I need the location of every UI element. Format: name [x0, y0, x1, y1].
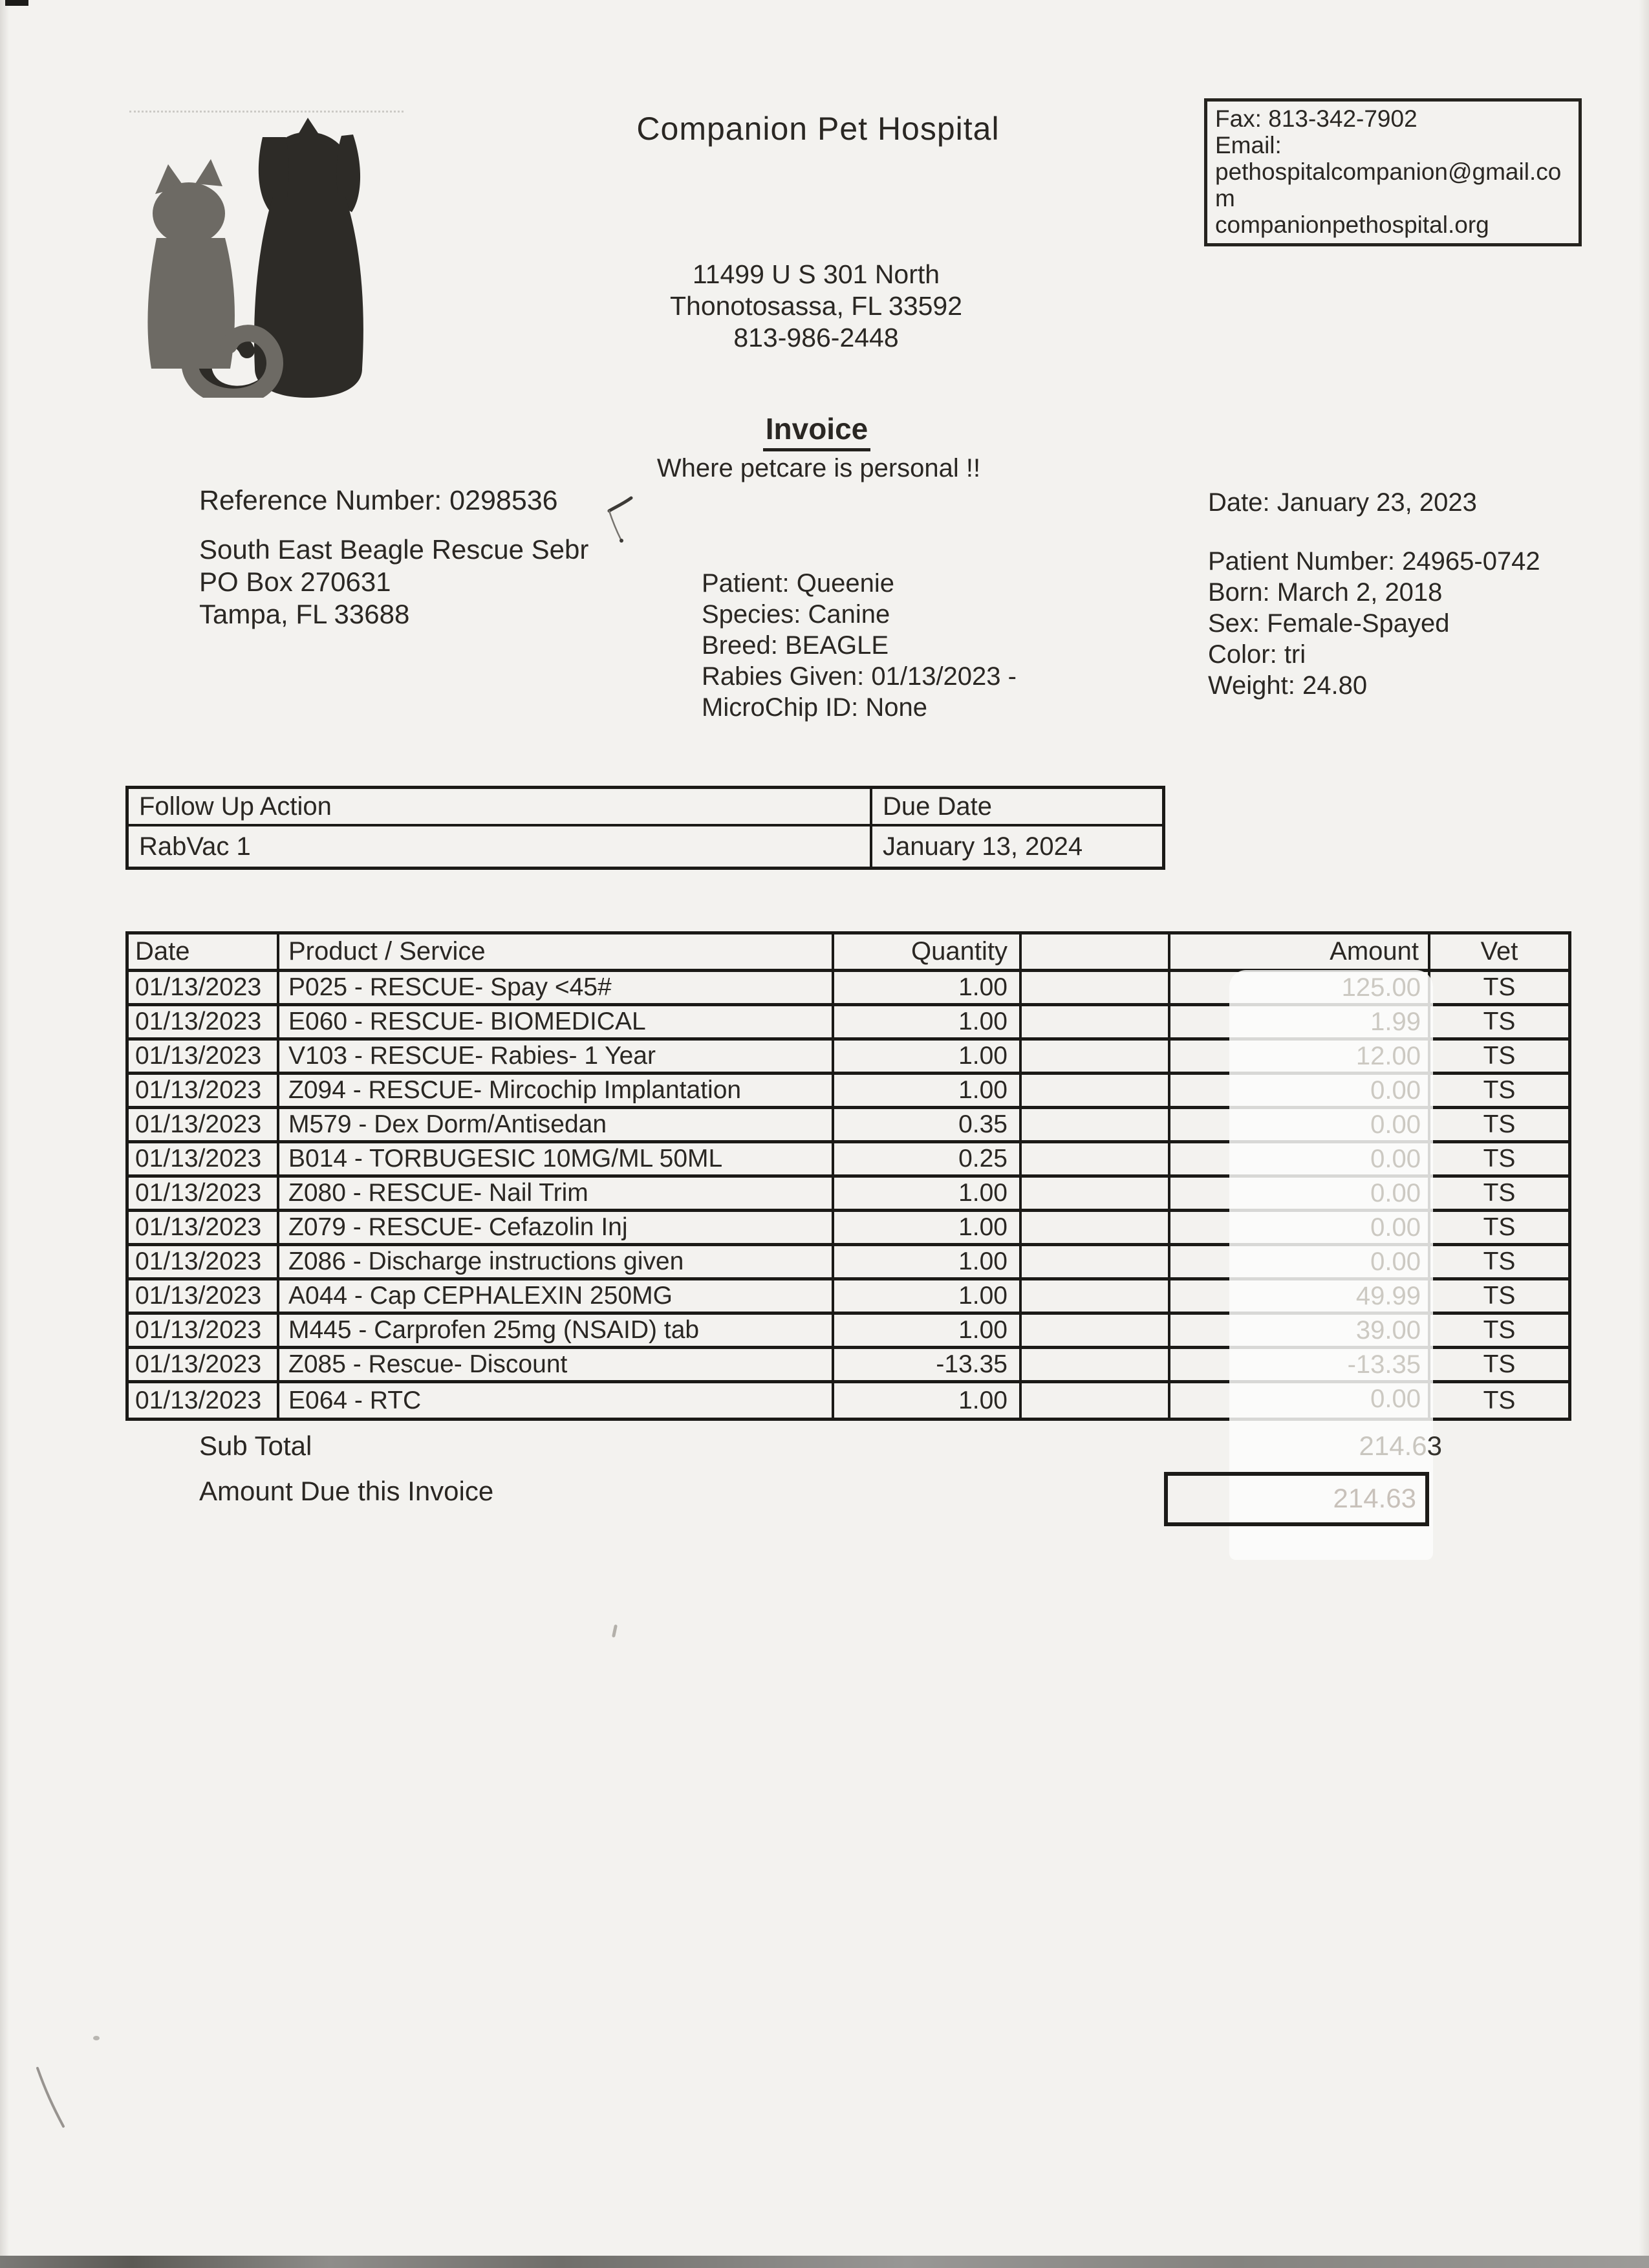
items-row9-spacer	[1022, 1280, 1170, 1315]
patient-microchip-line: MicroChip ID: None	[702, 693, 928, 722]
email-label: Email:	[1215, 132, 1282, 158]
items-row7-date: 01/13/2023	[129, 1212, 279, 1246]
reference-number-line: Reference Number: 0298536	[199, 485, 558, 516]
items-row0-amount-faint: 125.00	[1341, 973, 1421, 1002]
items-row12-amount-faint: 0.00	[1370, 1385, 1421, 1413]
items-row3-product: Z094 - RESCUE- Mircochip Implantation	[279, 1075, 834, 1109]
subtotal-value-faint: 214.6	[1359, 1431, 1427, 1461]
items-row0-vet: TS	[1430, 972, 1568, 1006]
items-row7-product: Z079 - RESCUE- Cefazolin Inj	[279, 1212, 834, 1246]
items-row6-vet: TS	[1430, 1178, 1568, 1212]
items-row1-date: 01/13/2023	[129, 1006, 279, 1041]
items-row3-amount-faint: 0.00	[1370, 1076, 1421, 1105]
clinic-name: Companion Pet Hospital	[636, 111, 1000, 147]
patient-born-line: Born: March 2, 2018	[1208, 578, 1443, 607]
items-row2-amount-faint: 12.00	[1355, 1042, 1421, 1070]
items-row2-vet: TS	[1430, 1041, 1568, 1075]
clinic-address-line1: 11499 U S 301 North	[692, 259, 940, 289]
items-row11-date: 01/13/2023	[129, 1349, 279, 1383]
items-row6-amount-faint: 0.00	[1370, 1179, 1421, 1207]
items-row11-spacer	[1022, 1349, 1170, 1383]
items-row3-vet: TS	[1430, 1075, 1568, 1109]
items-row6-spacer	[1022, 1178, 1170, 1212]
items-row1-quantity: 1.00	[834, 1006, 1022, 1041]
items-row5-date: 01/13/2023	[129, 1143, 279, 1178]
items-row8-spacer	[1022, 1246, 1170, 1280]
items-row3-quantity: 1.00	[834, 1075, 1022, 1109]
items-row0-date: 01/13/2023	[129, 972, 279, 1006]
contact-info-box	[1204, 98, 1582, 246]
items-row11-quantity: -13.35	[834, 1349, 1022, 1383]
items-row1-amount-faint: 1.99	[1370, 1008, 1421, 1036]
items-row2-spacer	[1022, 1041, 1170, 1075]
followup-table	[125, 786, 1165, 870]
patient-species-line: Species: Canine	[702, 600, 890, 629]
scan-right-edge-shade	[1639, 0, 1649, 2268]
patient-sex-line: Sex: Female-Spayed	[1208, 609, 1450, 638]
items-row2-quantity: 1.00	[834, 1041, 1022, 1075]
items-row5-amount-faint: 0.00	[1370, 1145, 1421, 1173]
items-row8-date: 01/13/2023	[129, 1246, 279, 1280]
email-line2: m	[1215, 185, 1235, 211]
invoice-title: Invoice	[763, 411, 871, 451]
items-row12-spacer	[1022, 1383, 1170, 1418]
clinic-phone: 813-986-2448	[733, 323, 899, 352]
scan-pen-mark	[612, 1625, 618, 1638]
items-row0-quantity: 1.00	[834, 972, 1022, 1006]
items-row11-product: Z085 - Rescue- Discount	[279, 1349, 834, 1383]
items-row2-date: 01/13/2023	[129, 1041, 279, 1075]
items-row9-product: A044 - Cap CEPHALEXIN 250MG	[279, 1280, 834, 1315]
website-line: companionpethospital.org	[1215, 211, 1489, 238]
items-row5-vet: TS	[1430, 1143, 1568, 1178]
patient-color-line: Color: tri	[1208, 640, 1306, 669]
items-header-product: Product / Service	[279, 934, 834, 972]
items-row10-spacer	[1022, 1315, 1170, 1349]
items-row6-product: Z080 - RESCUE- Nail Trim	[279, 1178, 834, 1212]
client-city-state: Tampa, FL 33688	[199, 599, 410, 629]
items-row12-product: E064 - RTC	[279, 1383, 834, 1418]
items-row10-product: M445 - Carprofen 25mg (NSAID) tab	[279, 1315, 834, 1349]
items-header-amount: Amount	[1170, 934, 1430, 972]
scan-left-edge-shade	[0, 0, 9, 2268]
items-row1-spacer	[1022, 1006, 1170, 1041]
scan-scratch-artifact	[31, 2064, 72, 2132]
items-row10-vet: TS	[1430, 1315, 1568, 1349]
amount-due-box	[1164, 1472, 1429, 1526]
items-row12-quantity: 1.00	[834, 1383, 1022, 1418]
scan-bottom-edge	[0, 2256, 1649, 2268]
items-row8-quantity: 1.00	[834, 1246, 1022, 1280]
items-row7-quantity: 1.00	[834, 1212, 1022, 1246]
followup-header-due-date: Due Date	[872, 789, 1162, 826]
items-row9-date: 01/13/2023	[129, 1280, 279, 1315]
patient-rabies-line: Rabies Given: 01/13/2023 -	[702, 662, 1017, 691]
items-row1-product: E060 - RESCUE- BIOMEDICAL	[279, 1006, 834, 1041]
subtotal-value	[1229, 1431, 1442, 1462]
items-row6-quantity: 1.00	[834, 1178, 1022, 1212]
items-row8-amount-faint: 0.00	[1370, 1247, 1421, 1276]
items-row8-product: Z086 - Discharge instructions given	[279, 1246, 834, 1280]
items-row4-amount-faint: 0.00	[1370, 1110, 1421, 1139]
invoice-title-wrap	[655, 411, 978, 451]
followup-due-date-value: January 13, 2024	[883, 832, 1083, 861]
items-row9-quantity: 1.00	[834, 1280, 1022, 1315]
items-row4-quantity: 0.35	[834, 1109, 1022, 1143]
items-row7-vet: TS	[1430, 1212, 1568, 1246]
items-row6-date: 01/13/2023	[129, 1178, 279, 1212]
items-row8-vet: TS	[1430, 1246, 1568, 1280]
items-row7-amount-faint: 0.00	[1370, 1213, 1421, 1242]
amount-due-value: 214.63	[1333, 1483, 1416, 1513]
clinic-address	[557, 259, 1075, 354]
patient-weight-line: Weight: 24.80	[1208, 671, 1368, 700]
subtotal-label: Sub Total	[199, 1431, 312, 1461]
client-po-box: PO Box 270631	[199, 567, 391, 597]
items-row7-spacer	[1022, 1212, 1170, 1246]
items-row4-spacer	[1022, 1109, 1170, 1143]
items-header-vet: Vet	[1430, 934, 1568, 972]
email-line1: pethospitalcompanion@gmail.co	[1215, 158, 1562, 185]
items-row5-spacer	[1022, 1143, 1170, 1178]
items-row10-date: 01/13/2023	[129, 1315, 279, 1349]
cat-and-dog-logo-icon	[136, 110, 407, 398]
items-row12-date: 01/13/2023	[129, 1383, 279, 1418]
items-row11-amount-faint: -13.35	[1347, 1350, 1421, 1379]
patient-breed-line: Breed: BEAGLE	[702, 631, 889, 660]
patient-number-line: Patient Number: 24965-0742	[1208, 547, 1540, 576]
invoice-date-line: Date: January 23, 2023	[1208, 488, 1477, 517]
items-row1-vet: TS	[1430, 1006, 1568, 1041]
followup-header-action: Follow Up Action	[129, 789, 872, 826]
subtotal-value-visible-digit: 3	[1427, 1431, 1442, 1461]
items-header-spacer	[1022, 934, 1170, 972]
items-row0-spacer	[1022, 972, 1170, 1006]
items-row5-quantity: 0.25	[834, 1143, 1022, 1178]
items-row4-product: M579 - Dex Dorm/Antisedan	[279, 1109, 834, 1143]
items-row4-vet: TS	[1430, 1109, 1568, 1143]
patient-name-line: Patient: Queenie	[702, 569, 894, 598]
fax-line: Fax: 813-342-7902	[1215, 105, 1417, 132]
items-row4-date: 01/13/2023	[129, 1109, 279, 1143]
scan-corner-mark	[5, 0, 28, 6]
client-name: South East Beagle Rescue Sebr	[199, 534, 589, 565]
items-row5-product: B014 - TORBUGESIC 10MG/ML 50ML	[279, 1143, 834, 1178]
scan-dot-artifact	[93, 2036, 100, 2040]
invoice-tagline: Where petcare is personal !!	[656, 454, 981, 482]
followup-action-value: RabVac 1	[129, 826, 872, 867]
items-row9-amount-faint: 49.99	[1355, 1282, 1421, 1310]
items-row10-quantity: 1.00	[834, 1315, 1022, 1349]
items-header-date: Date	[129, 934, 279, 972]
items-row0-product: P025 - RESCUE- Spay <45#	[279, 972, 834, 1006]
items-row11-vet: TS	[1430, 1349, 1568, 1383]
items-header-quantity: Quantity	[834, 934, 1022, 972]
items-row3-date: 01/13/2023	[129, 1075, 279, 1109]
items-row2-product: V103 - RESCUE- Rabies- 1 Year	[279, 1041, 834, 1075]
items-row10-amount-faint: 39.00	[1355, 1316, 1421, 1345]
items-row12-vet: TS	[1483, 1386, 1516, 1414]
clinic-address-line2: Thonotosassa, FL 33592	[669, 291, 963, 321]
items-row3-spacer	[1022, 1075, 1170, 1109]
amount-due-label: Amount Due this Invoice	[199, 1476, 494, 1506]
items-row9-vet: TS	[1430, 1280, 1568, 1315]
